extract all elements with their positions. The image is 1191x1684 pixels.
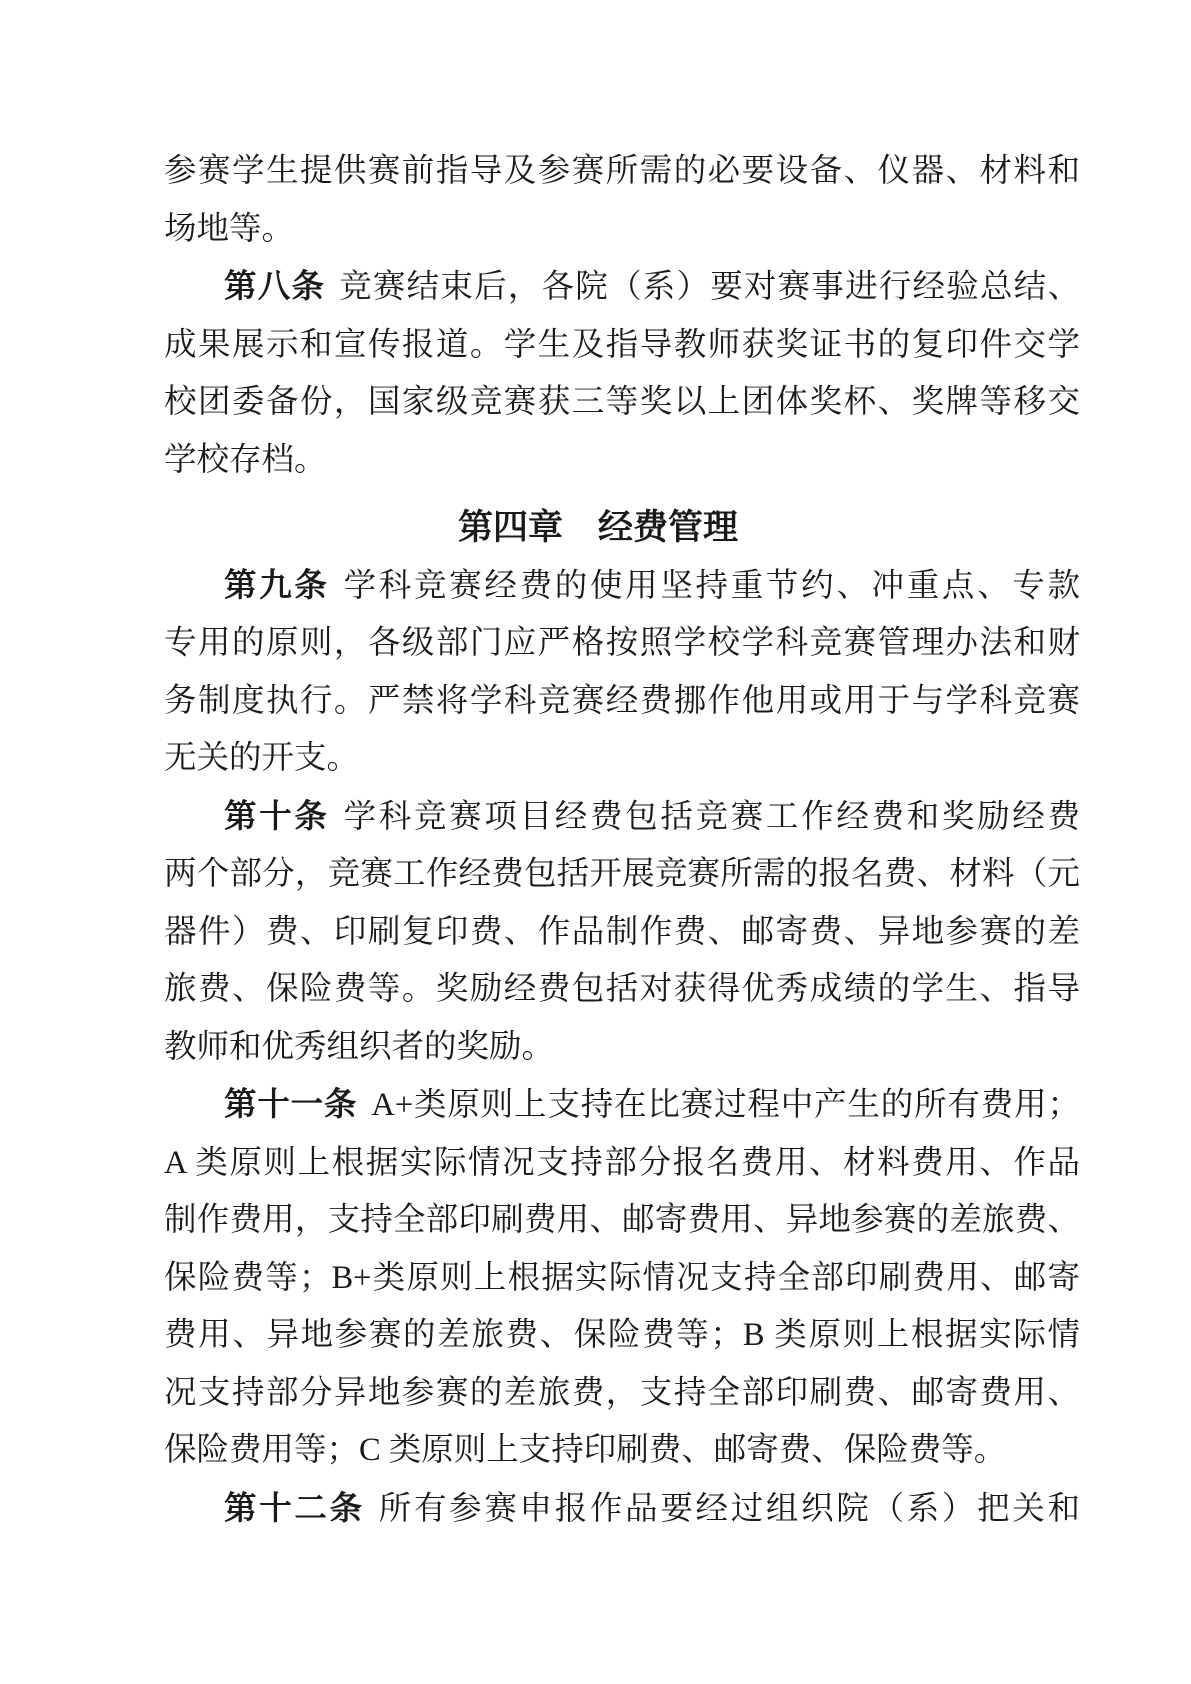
paragraph-article-9 [164,557,1080,788]
text-line: 参赛学生提供赛前指导及参赛所需的必要设备、仪器、材料和 [164,153,1080,189]
line-text: 竞赛结束后，各院（系）要对赛事进行经验总结、 [339,269,1080,305]
line-text: 学科竞赛项目经费包括竞赛工作经费和奖励经费 [343,798,1080,835]
paragraph-article-8 [164,258,1080,489]
line-text: 学科竞赛经费的使用坚持重节约、冲重点、专款 [343,567,1080,604]
text-line: A 类原则上根据实际情况支持部分报名费用、材料费用、作品 [164,1144,1080,1181]
text-line [164,788,1080,847]
paragraph-article-10 [164,788,1080,1077]
text-line: 保险费等；B+类原则上根据实际情况支持全部印刷费用、邮寄 [164,1259,1080,1296]
text-line: 旅费、保险费等。奖励经费包括对获得优秀成绩的学生、指导 [164,971,1080,1007]
text-line: 成果展示和宣传报道。学生及指导教师获奖证书的复印件交学 [164,326,1080,363]
text-line [164,557,1080,616]
text-line: 专用的原则，各级部门应严格按照学校学科竞赛管理办法和财 [164,625,1080,661]
text-line: 校团委备份，国家级竞赛获三等奖以上团体奖杯、奖牌等移交 [164,384,1080,420]
article-number-label: 第十条 [224,797,330,834]
text-line: 保险费用等；C 类原则上支持印刷费、邮寄费、保险费等。 [164,1432,1007,1468]
line-text: 所有参赛申报作品要经过组织院（系）把关和 [378,1490,1080,1527]
text-line: 制作费用，支持全部印刷费用、邮寄费用、异地参赛的差旅费、 [164,1202,1080,1238]
text-line: 学校存档。 [164,441,327,478]
text-line [164,1480,1080,1539]
line-text: A+类原则上支持在比赛过程中产生的所有费用； [371,1087,1080,1123]
text-line: 教师和优秀组织者的奖励。 [164,1028,555,1065]
text-line: 务制度执行。严禁将学科竞赛经费挪作他用或用于与学科竞赛 [164,682,1080,719]
text-line: 场地等。 [164,210,295,247]
text-line: 无关的开支。 [164,740,360,776]
article-number-label: 第八条 [224,268,326,304]
text-line: 两个部分，竞赛工作经费包括开展竞赛所需的报名费、材料（元 [164,856,1080,892]
text-line: 费用、异地参赛的差旅费、保险费等；B 类原则上根据实际情 [164,1317,1080,1353]
text-line [164,258,1080,317]
article-number-label: 第九条 [224,566,330,603]
paragraph-continuation [164,143,1080,258]
article-number-label: 第十一条 [224,1086,358,1122]
text-line [164,1076,1080,1135]
article-number-label: 第十二条 [224,1489,365,1526]
text-line: 器件）费、印刷复印费、作品制作费、邮寄费、异地参赛的差 [164,913,1080,950]
text-column [164,143,1080,1538]
paragraph-article-11 [164,1076,1080,1480]
paragraph-article-12 [164,1480,1080,1539]
chapter-heading: 第四章 经费管理 [457,508,738,547]
text-line: 况支持部分异地参赛的差旅费，支持全部印刷费、邮寄费用、 [164,1374,1080,1411]
